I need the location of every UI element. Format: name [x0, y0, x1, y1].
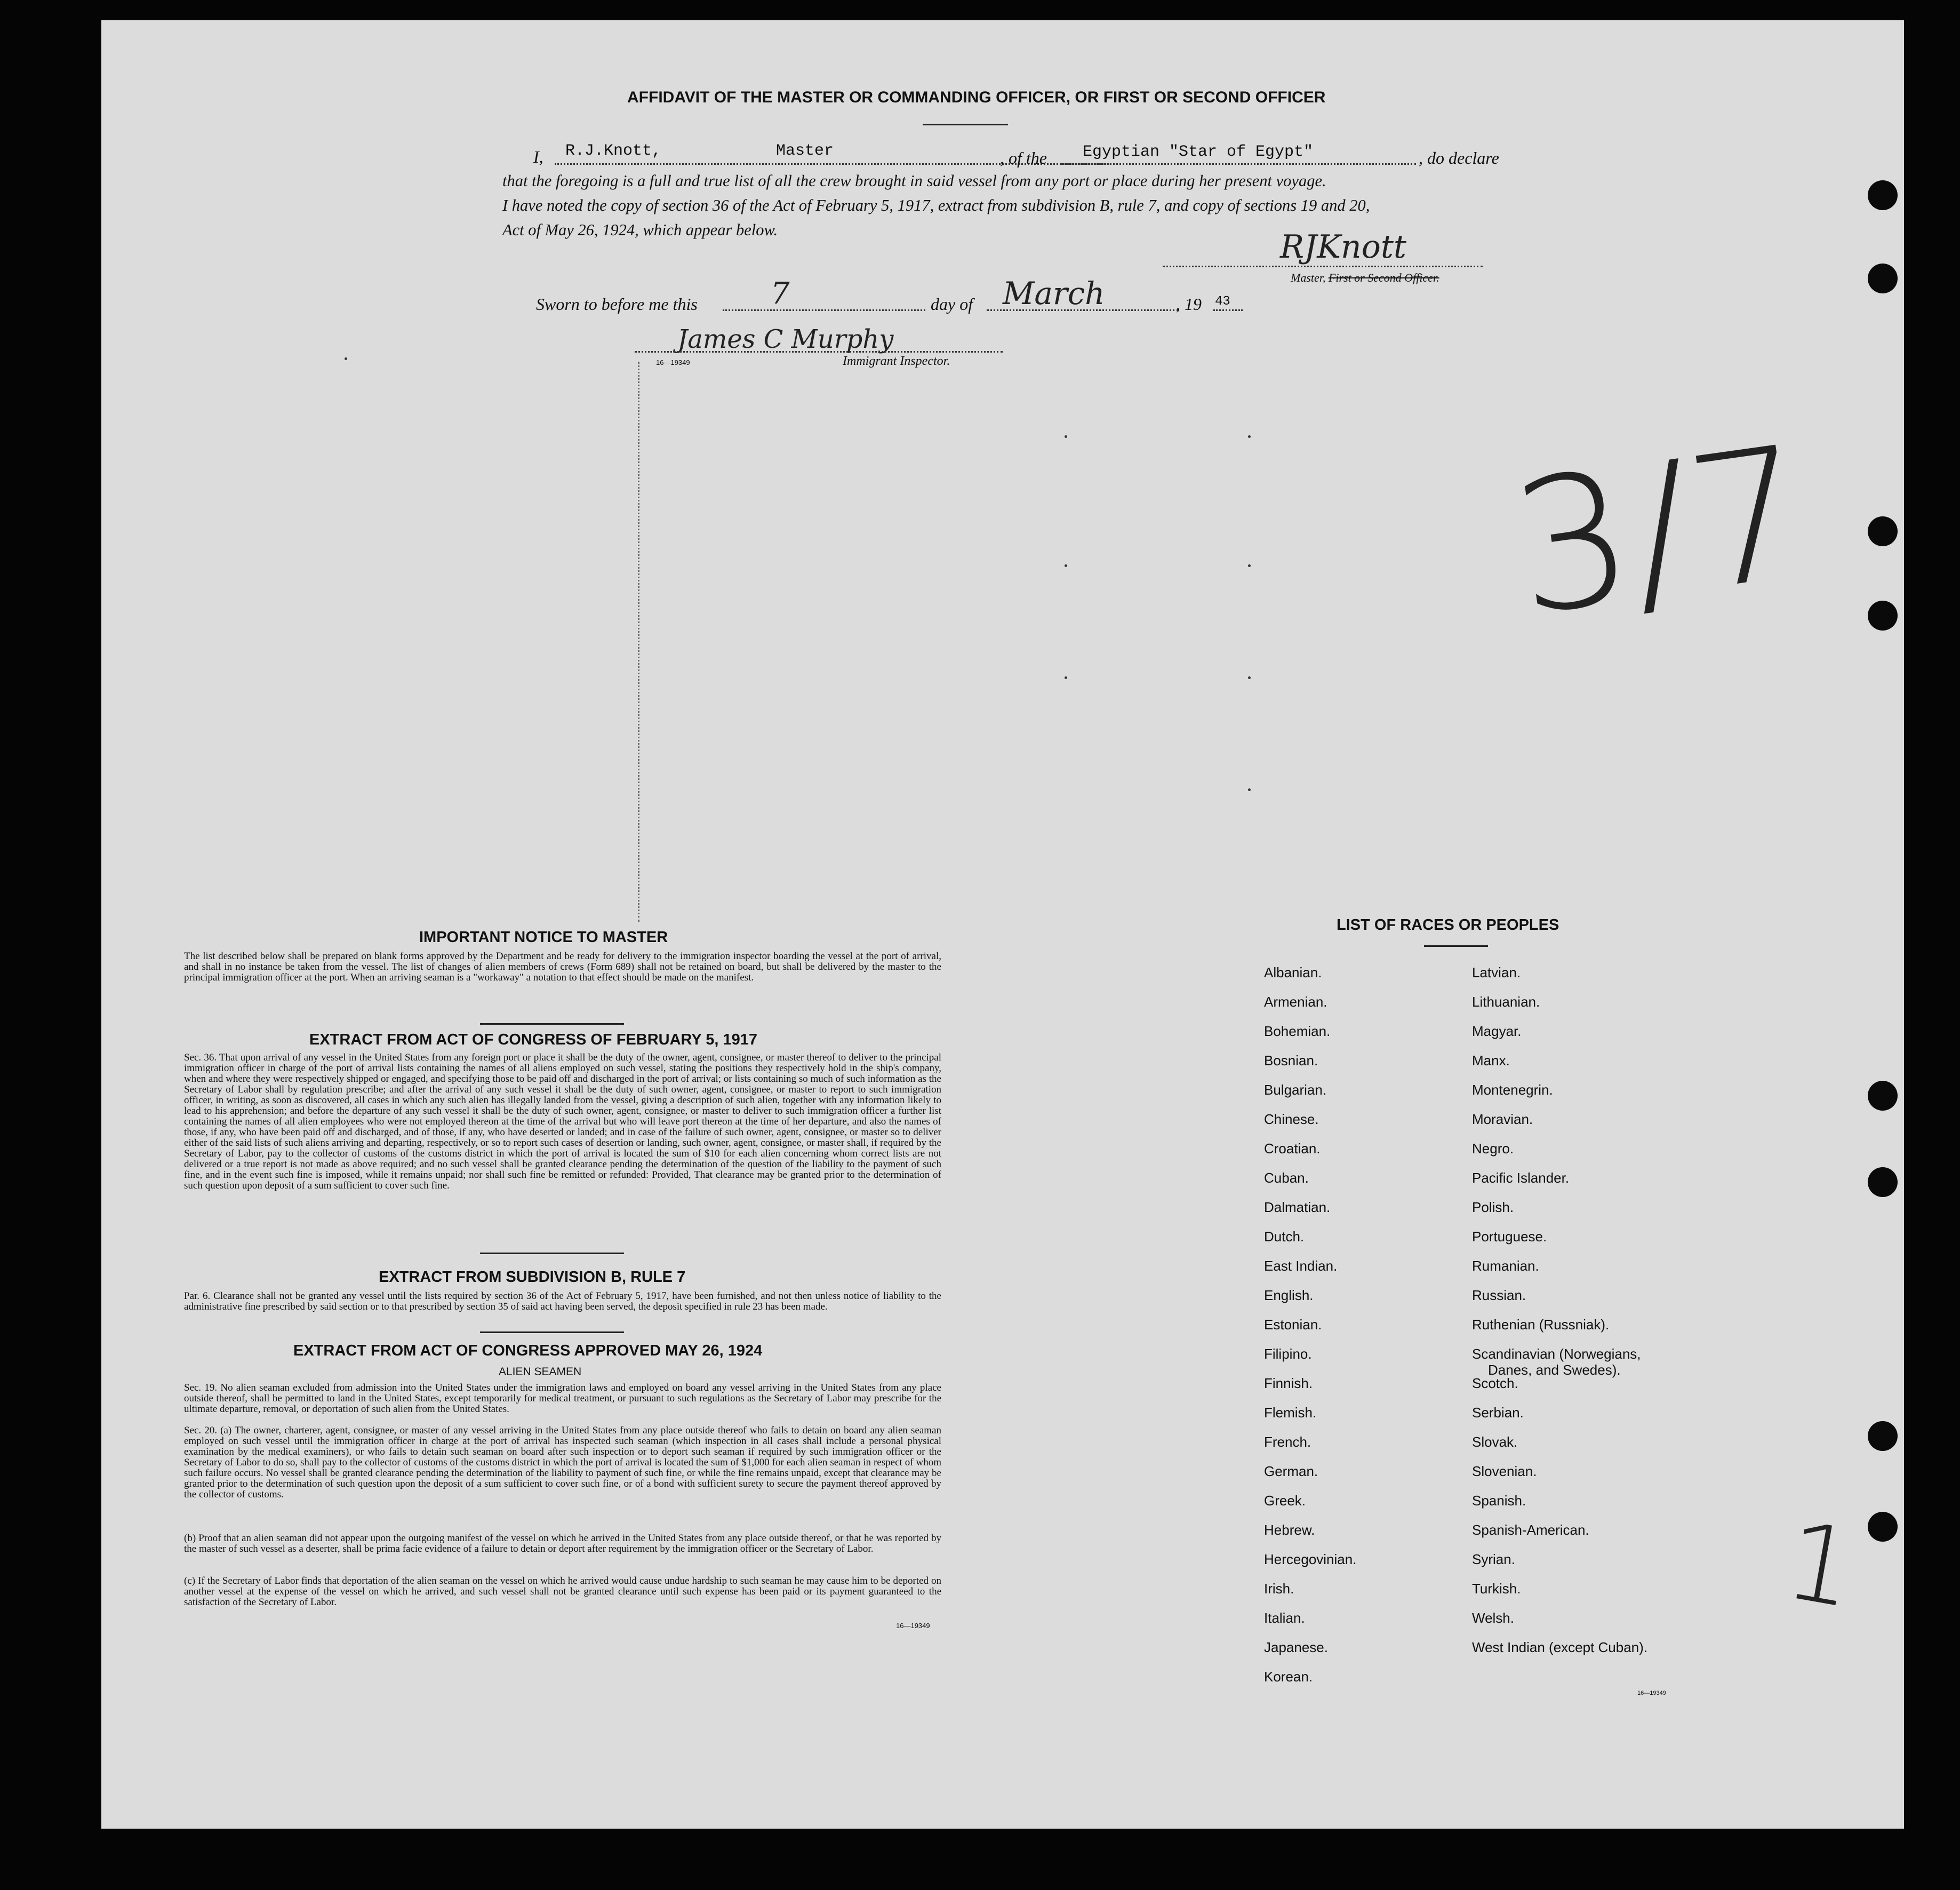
race-item: Chinese. — [1264, 1111, 1319, 1127]
race-item: Portuguese. — [1472, 1229, 1547, 1245]
race-item: English. — [1264, 1287, 1314, 1303]
master-caption-master: Master, — [1291, 271, 1326, 284]
race-item: Pacific Islander. — [1472, 1170, 1570, 1186]
races-title-rule — [1424, 945, 1488, 947]
race-item: Russian. — [1472, 1287, 1526, 1303]
race-item: Serbian. — [1472, 1405, 1524, 1421]
binder-hole — [1868, 1167, 1898, 1197]
inspector-caption: Immigrant Inspector. — [843, 354, 950, 368]
master-signature: RJKnott — [1280, 228, 1407, 266]
race-item: Bulgarian. — [1264, 1082, 1327, 1098]
rule-1 — [480, 1023, 624, 1025]
notice-body: The list described below shall be prepared on blank forms approved by the Department and be ready for delivery to the immigration inspector boarding the vessel at the port of arrival, and shall in no instance be taken from the vessel. The list of changes of alien members of crews (Form 689) shall not be retained on board, but shall be delivered by the master to the principal immigration officer at the port. When an arriving seaman is a "workaway" a notation to that effect should be made on the manifest. — [184, 951, 941, 983]
notice-title: IMPORTANT NOTICE TO MASTER — [419, 929, 668, 946]
race-item: Hebrew. — [1264, 1522, 1315, 1538]
race-item: Slovenian. — [1472, 1463, 1537, 1479]
day-of-label: day of — [931, 294, 973, 314]
race-item: Greek. — [1264, 1493, 1306, 1509]
binder-hole — [1868, 1421, 1898, 1451]
race-item: Hercegovinian. — [1264, 1551, 1357, 1567]
race-item: Estonian. — [1264, 1317, 1322, 1333]
inspector-form-no: 16—19349 — [656, 358, 690, 366]
races-form-no: 16—19349 — [1637, 1690, 1666, 1696]
rule-2 — [480, 1253, 624, 1254]
sec-20b-body: (b) Proof that an alien seaman did not appear upon the outgoing manifest of the vessel on which he arrived in the United States from any place outside thereof, or that he was reported by the master of such vessel as a deserter, shall be prima facie evidence of a failure to detain or deport after requirement by the immigration officer or the Secretary of Labor. — [184, 1533, 941, 1554]
title-rule — [923, 124, 1008, 125]
race-item: Filipino. — [1264, 1346, 1312, 1362]
race-item: Dutch. — [1264, 1229, 1305, 1245]
race-item: Albanian. — [1264, 964, 1322, 980]
master-caption — [1291, 271, 1439, 285]
race-item: Spanish. — [1472, 1493, 1526, 1509]
race-item: Scandinavian (Norwegians, — [1472, 1346, 1641, 1362]
document-page — [101, 20, 1904, 1829]
race-item: Negro. — [1472, 1141, 1514, 1157]
stray-dot — [1248, 435, 1251, 438]
affidavit-title: AFFIDAVIT OF THE MASTER OR COMMANDING OFFICER, OR FIRST OR SECOND OFFICER — [627, 89, 1326, 106]
race-item: Flemish. — [1264, 1405, 1317, 1421]
race-item: Welsh. — [1472, 1610, 1514, 1626]
race-item: Magyar. — [1472, 1023, 1522, 1039]
binder-hole — [1868, 601, 1898, 631]
race-item: West Indian (except Cuban). — [1472, 1639, 1648, 1655]
race-item: Armenian. — [1264, 994, 1327, 1010]
master-signature-line — [1163, 266, 1483, 267]
rule-3 — [480, 1331, 624, 1333]
race-item: Manx. — [1472, 1052, 1510, 1068]
extract-1917-title: EXTRACT FROM ACT OF CONGRESS OF FEBRUARY 5, 1917 — [309, 1031, 758, 1048]
declaration-line-2: that the foregoing is a full and true list of all the crew brought in said vessel from any port or place during her present voyage. — [502, 172, 1326, 190]
inspector-signature: James C Murphy — [677, 324, 894, 354]
column-dotted-line — [638, 362, 639, 922]
stray-dot — [1248, 788, 1251, 791]
alien-seamen-subtitle: ALIEN SEAMEN — [499, 1366, 582, 1378]
sec-20c-body: (c) If the Secretary of Labor finds that deportation of the alien seaman on the vessel on which he arrived would cause undue hardship to such seaman he may cause him to be deported on another vessel at the expense of the vessel on which he arrived, and such vessel shall not be granted clearance until such expense has been paid or its payment guaranteed to the satisfaction of the Secretary of Labor. — [184, 1575, 941, 1608]
race-item: Slovak. — [1472, 1434, 1518, 1450]
year-line — [1213, 309, 1243, 311]
extract-form-no: 16—19349 — [896, 1622, 930, 1630]
race-item: German. — [1264, 1463, 1318, 1479]
year-suffix: 43 — [1215, 294, 1230, 309]
i-label: I, — [533, 147, 543, 166]
race-item: Cuban. — [1264, 1170, 1309, 1186]
race-item: Scotch. — [1472, 1375, 1518, 1391]
race-item: Italian. — [1264, 1610, 1305, 1626]
race-item: Korean. — [1264, 1669, 1313, 1685]
extract-1924-title: EXTRACT FROM ACT OF CONGRESS APPROVED MAY 26, 1924 — [293, 1342, 763, 1359]
date-annotation: 3/7 — [1501, 406, 1820, 657]
sec-20a-body: Sec. 20. (a) The owner, charterer, agent, consignee, or master of any vessel arriving in the United States from any place outside thereof who fails to detain on board any alien seaman employed on such vessel until the immigration officer in charge at the port of arrival has inspected such seaman (which inspection in all cases shall include a personal physical examination by the medical examiners), or who fails to detain such seaman on board after such inspection or to deport such seaman if required by such immigration officer or the Secretary of Labor to do so, shall pay to the collector of customs of the customs district in which the port of arrival is located the sum of $1,000 for each alien seaman in respect of whom such failure occurs. No vessel shall be granted clearance pending the determination of the liability to payment of such fine, or while the fine remains unpaid, except that clearance may be granted prior to the determination of such question upon the deposit of a sum sufficient to cover such fine, or of a bond with sufficient surety to secure the payment thereof approved by the collector of customs. — [184, 1425, 941, 1500]
vessel-name: Egyptian "Star of Egypt" — [1083, 143, 1314, 161]
stray-dot — [1248, 676, 1251, 679]
race-item: Latvian. — [1472, 964, 1521, 980]
extract-1917-body: Sec. 36. That upon arrival of any vessel in the United States from any foreign port or place it shall be the duty of the owner, agent, consignee, or master thereof to deliver to the principal immigration officer in charge of the port of arrival lists containing the names of all aliens employed on such vessel, stating the positions they respectively hold in the ship's company, when and where they were respectively shipped or engaged, and specifying those to be paid off and discharged in the port of arrival; or lists containing so much of such information as the Secretary of Labor shall by regulation prescribe; and after the arrival of any such vessel it shall be the duty of such owner, agent, consignee, or master to report to such immigration officer, in writing, as soon as discovered, all cases in which any such alien has illegally landed from the vessel, giving a description of such alien, together with any information likely to lead to his apprehension; and before the departure of any such vessel it shall be the duty of such owner, agent, consignee, or master to deliver to such immigration officer a further list containing the names of all alien employees who were not employed thereon at the time of the arrival but who will leave port thereon at the time of her departure, and also the names of those, if any, who have been paid off and discharged, and of those, if any, who have deserted or landed; and in case of the failure of such owner, agent, consignee, or master so to deliver either of the said lists of such aliens arriving and departing, respectively, or so to report such cases of desertion or landing, such owner, agent, consignee, or master shall, if required by the Secretary of Labor, pay to the collector of customs of the customs district in which the port of arrival is located the sum of $10 for each alien concerning whom correct lists are not delivered or a true report is not made as above required; and no such vessel shall be granted clearance pending the determination of the question of the liability to the payment of such fine, and in the event such fine is imposed, while it remains unpaid; nor shall such fine be remitted or refunded: Provided, That clearance may be granted prior to the determination of such question upon deposit of a sum sufficient to cover such fine. — [184, 1052, 941, 1191]
races-title: LIST OF RACES OR PEOPLES — [1337, 916, 1559, 934]
stray-dot — [1065, 676, 1067, 679]
race-item: Polish. — [1472, 1199, 1514, 1215]
binder-hole — [1868, 1512, 1898, 1542]
binder-hole — [1868, 264, 1898, 293]
of-the-label: , of the — [1000, 148, 1047, 168]
stray-dot — [1065, 435, 1067, 438]
binder-hole — [1868, 1081, 1898, 1111]
race-item: Finnish. — [1264, 1375, 1313, 1391]
stray-dot — [1065, 564, 1067, 567]
rule-7-body: Par. 6. Clearance shall not be granted any vessel until the lists required by section 36 of the Act of February 5, 1917, have been furnished, and not then unless notice of liability to the administrative fine prescribed by said section or to that prescribed by section 35 of said act having been served, the deposit specified in rule 23 has been made. — [184, 1290, 941, 1312]
rule-7-title: EXTRACT FROM SUBDIVISION B, RULE 7 — [379, 1269, 686, 1286]
race-item: Bosnian. — [1264, 1052, 1318, 1068]
race-item: Turkish. — [1472, 1581, 1521, 1597]
stray-dot — [1248, 564, 1251, 567]
sworn-label: Sworn to before me this — [536, 294, 698, 314]
declaration-line-3: I have noted the copy of section 36 of the Act of February 5, 1917, extract from subdivision B, rule 7, and copy of sections 19 and 20, — [502, 196, 1370, 214]
master-name: R.J.Knott, — [565, 142, 662, 160]
master-rank: Master — [776, 142, 834, 160]
sworn-day: 7 — [771, 276, 790, 311]
stray-dot — [345, 357, 347, 360]
binder-hole — [1868, 180, 1898, 210]
race-item: Dalmatian. — [1264, 1199, 1331, 1215]
race-item: Croatian. — [1264, 1141, 1321, 1157]
sec-19-body: Sec. 19. No alien seaman excluded from admission into the United States under the immigration laws and employed on board any vessel arriving in the United States from any place outside thereof, shall be permitted to land in the United States, except temporarily for medical treatment, or pursuant to such regulations as the Secretary of Labor may prescribe for the ultimate departure, removal, or deportation of such alien from the United States. — [184, 1382, 941, 1415]
binder-hole — [1868, 516, 1898, 546]
race-item: Bohemian. — [1264, 1023, 1331, 1039]
race-item: Rumanian. — [1472, 1258, 1539, 1274]
race-item: Japanese. — [1264, 1639, 1328, 1655]
declaration-line-4: Act of May 26, 1924, which appear below. — [502, 221, 778, 239]
race-item: Ruthenian (Russniak). — [1472, 1317, 1610, 1333]
master-caption-struck: First or Second Officer. — [1328, 271, 1439, 284]
page-annotation: 1 — [1776, 1498, 1865, 1633]
race-item: French. — [1264, 1434, 1311, 1450]
sworn-month: March — [1003, 275, 1105, 312]
vessel-fill-line — [1061, 163, 1416, 165]
race-item: Spanish-American. — [1472, 1522, 1589, 1538]
race-item: Syrian. — [1472, 1551, 1515, 1567]
inspector-line — [635, 351, 1003, 353]
race-item: Irish. — [1264, 1581, 1294, 1597]
do-declare-label: , do declare — [1419, 148, 1499, 168]
race-item: Moravian. — [1472, 1111, 1533, 1127]
race-item: Danes, and Swedes). — [1488, 1362, 1621, 1378]
race-item: Montenegrin. — [1472, 1082, 1553, 1098]
sworn-day-line — [723, 309, 925, 311]
year-prefix: , 19 — [1176, 294, 1202, 314]
race-item: East Indian. — [1264, 1258, 1338, 1274]
race-item: Lithuanian. — [1472, 994, 1540, 1010]
